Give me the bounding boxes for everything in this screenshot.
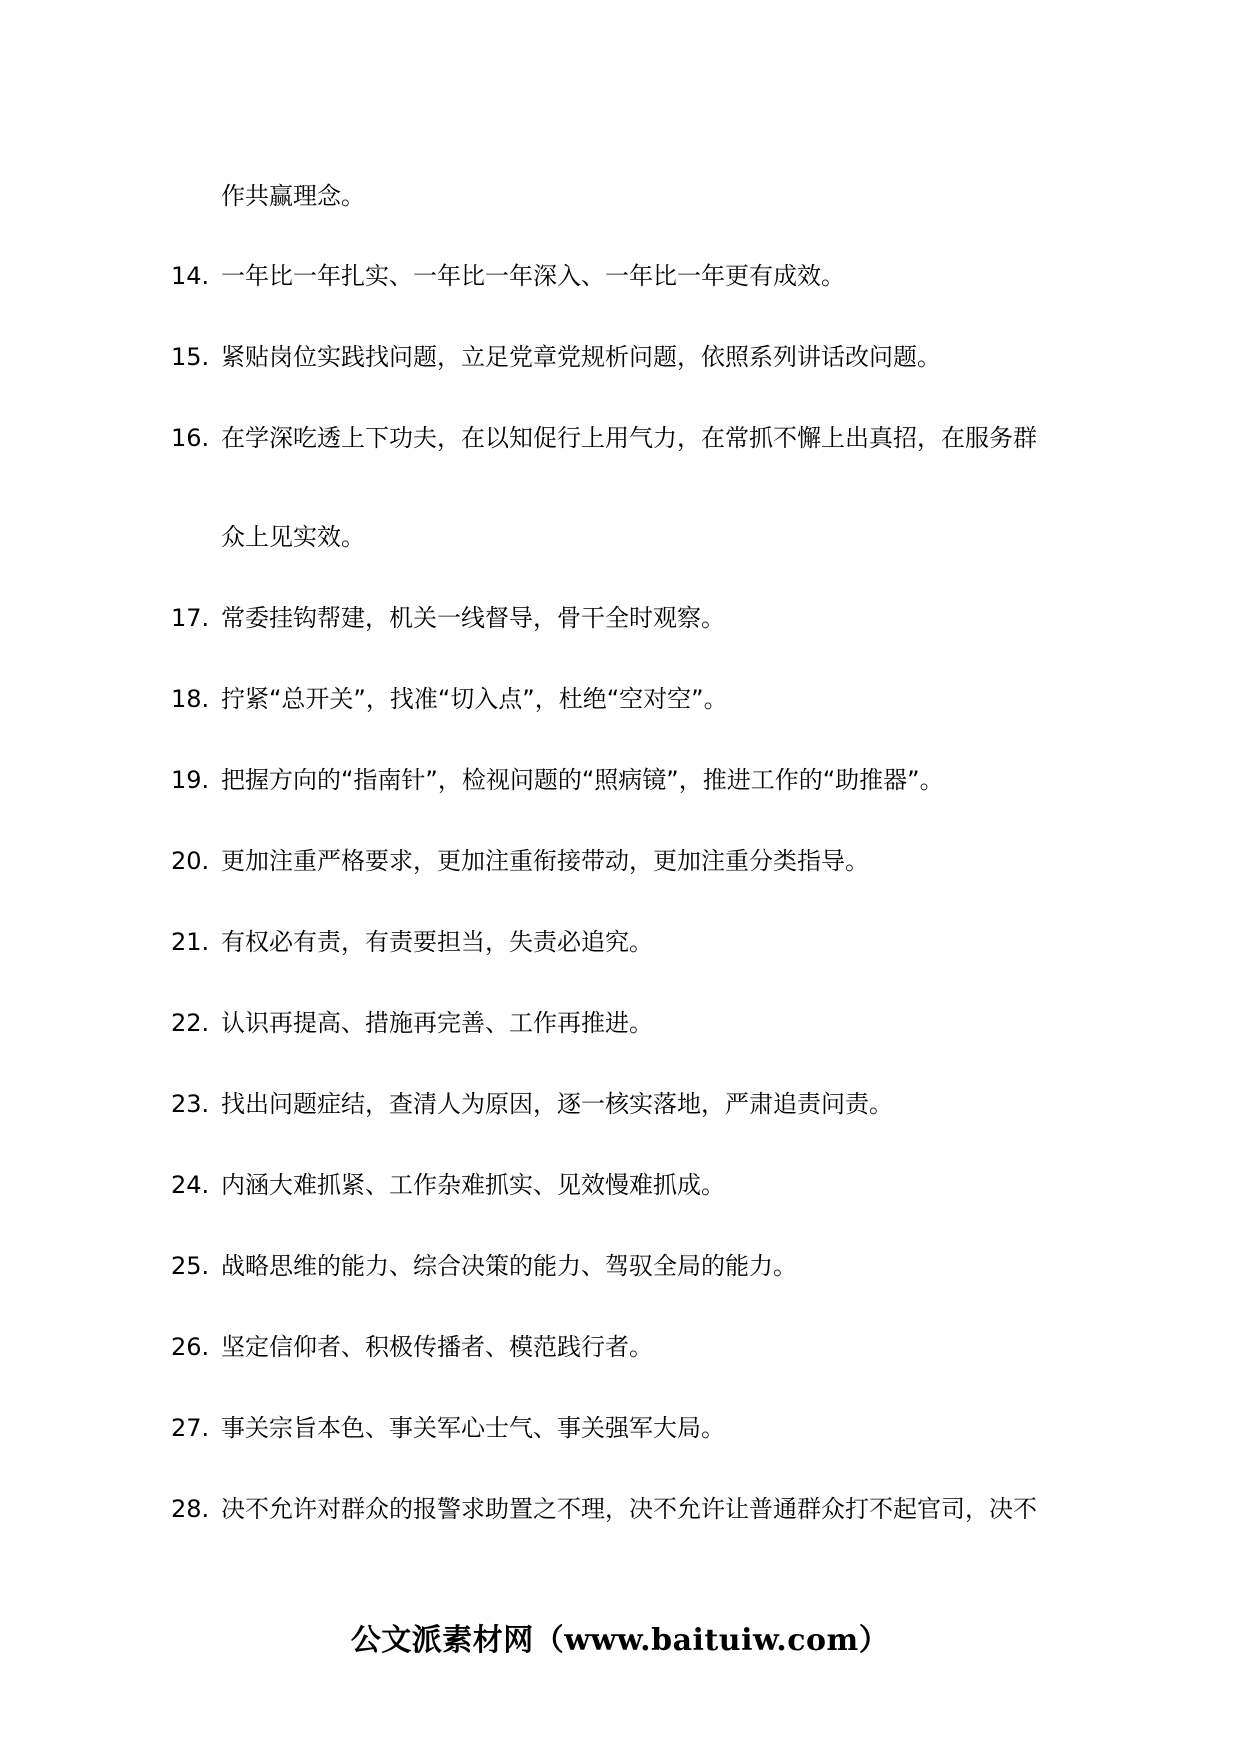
list-item [0, 337, 1240, 377]
item-number: 23. [171, 1090, 210, 1118]
list-item [0, 1003, 1240, 1043]
item-number: 17. [171, 604, 210, 632]
list-item [0, 760, 1240, 800]
item-text: 有权必有责，有责要担当，失责必追究。 [221, 928, 653, 956]
item-text: 把握方向的“指南针”，检视问题的“照病镜”，推进工作的“助推器”。 [221, 766, 944, 794]
item-number: 14. [171, 262, 210, 290]
item-text: 常委挂钩帮建，机关一线督导，骨干全时观察。 [221, 604, 725, 632]
list-item [0, 1489, 1240, 1529]
item-text: 决不允许对群众的报警求助置之不理，决不允许让普通群众打不起官司，决不 [221, 1495, 1037, 1523]
list-item [0, 176, 1240, 216]
item-text: 事关宗旨本色、事关军心士气、事关强军大局。 [221, 1414, 725, 1442]
item-text: 战略思维的能力、综合决策的能力、驾驭全局的能力。 [221, 1252, 797, 1280]
item-number: 18. [171, 685, 210, 713]
item-number: 24. [171, 1171, 210, 1199]
list-item [0, 841, 1240, 881]
item-number: 16. [171, 424, 210, 452]
item-text: 紧贴岗位实践找问题，立足党章党规析问题，依照系列讲话改问题。 [221, 343, 941, 371]
item-number: 20. [171, 847, 210, 875]
item-text: 找出问题症结，查清人为原因，逐一核实落地，严肃追责问责。 [221, 1090, 893, 1118]
item-number: 27. [171, 1414, 210, 1442]
item-number: 19. [171, 766, 210, 794]
item-text: 内涵大难抓紧、工作杂难抓实、见效慢难抓成。 [221, 1171, 725, 1199]
item-number: 21. [171, 928, 210, 956]
item-text: 众上见实效。 [221, 523, 365, 551]
item-text: 认识再提高、措施再完善、工作再推进。 [221, 1009, 653, 1037]
list-item [0, 1246, 1240, 1286]
list-item [0, 679, 1240, 719]
page-footer: 公文派素材网（www.baituiw.com） [350, 1623, 890, 1658]
list-item [0, 418, 1240, 458]
item-text: 更加注重严格要求，更加注重衔接带动，更加注重分类指导。 [221, 847, 869, 875]
item-text: 一年比一年扎实、一年比一年深入、一年比一年更有成效。 [221, 262, 845, 290]
list-item [0, 922, 1240, 962]
item-number: 26. [171, 1333, 210, 1361]
item-text: 拧紧“总开关”，找准“切入点”，杜绝“空对空”。 [221, 685, 728, 713]
item-number: 28. [171, 1495, 210, 1523]
list-item [0, 1327, 1240, 1367]
list-item [0, 517, 1240, 557]
list-item [0, 1084, 1240, 1124]
item-text: 坚定信仰者、积极传播者、模范践行者。 [221, 1333, 653, 1361]
item-text: 作共赢理念。 [221, 182, 365, 210]
list-item [0, 1165, 1240, 1205]
list-item [0, 256, 1240, 296]
item-number: 15. [171, 343, 210, 371]
item-text: 在学深吃透上下功夫，在以知促行上用气力，在常抓不懈上出真招，在服务群 [221, 424, 1037, 452]
item-number: 25. [171, 1252, 210, 1280]
list-item [0, 598, 1240, 638]
item-number: 22. [171, 1009, 210, 1037]
list-item [0, 1408, 1240, 1448]
